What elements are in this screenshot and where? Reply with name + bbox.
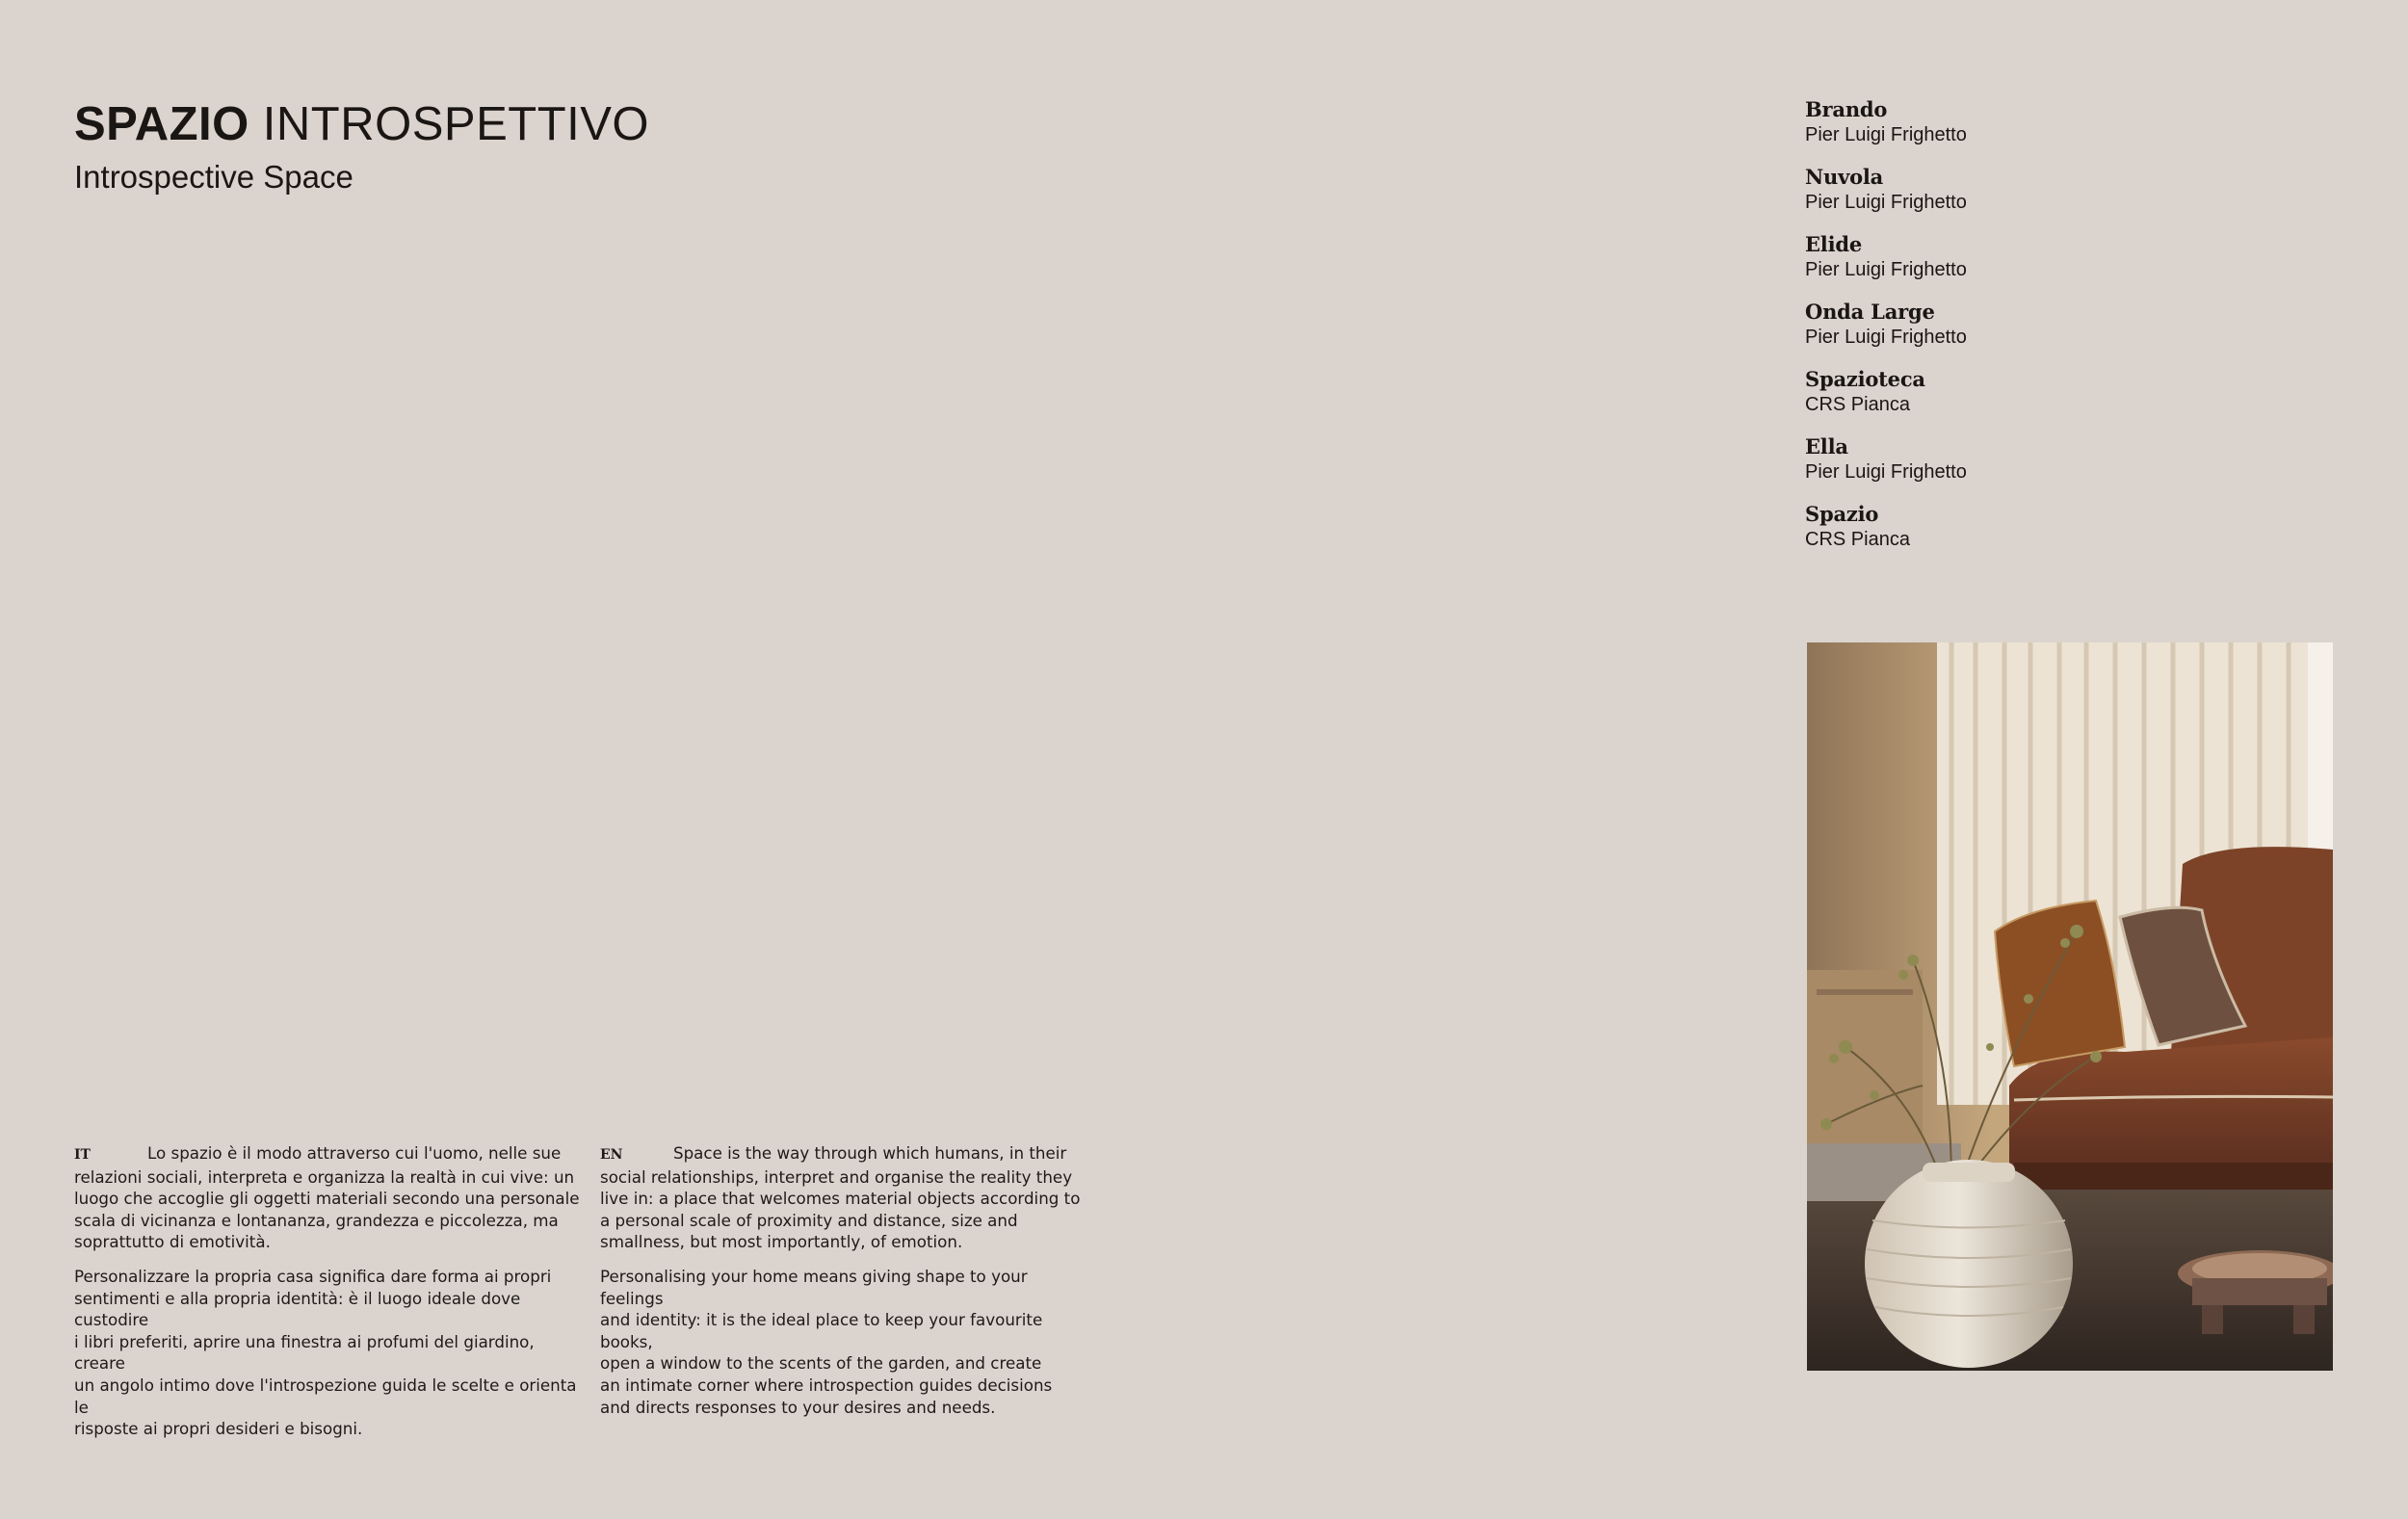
product-designer: CRS Pianca bbox=[1805, 529, 1910, 550]
product-designer: Pier Luigi Frighetto bbox=[1805, 124, 1967, 145]
interior-photo bbox=[1807, 642, 2333, 1371]
english-paragraph-2: Personalising your home means giving shape to your feelings and identity: it is the ideal place to keep your favourite books, open a window to the scents of the garden, and create an intimate corner where introspection guides decisions and directs responses to your desires and needs. bbox=[600, 1266, 1053, 1417]
product-name: Nuvola bbox=[1805, 165, 1884, 189]
product-name: Spazioteca bbox=[1805, 367, 1925, 391]
product-item bbox=[1805, 164, 2344, 231]
italian-paragraph-1 bbox=[74, 1142, 585, 1253]
english-paragraph-1-text: Space is the way through which humans, in their social relationships, interpret and organise the reality they live in: a place that welcomes material objects according to a personal scale of proximity and distance, size and smallness, but most importantly, of emotion. bbox=[600, 1143, 1081, 1252]
product-item bbox=[1805, 299, 2344, 366]
italian-paragraph-2: Personalizzare la propria casa significa dare forma ai propri sentimenti e alla propria identità: è il luogo ideale dove custodire i libri preferiti, aprire una finestra ai profumi del giardino, creare un angolo intimo dove l'introspezione guida le scelte e orienta le risposte ai propri desideri e bisogni. bbox=[74, 1266, 577, 1439]
italian-paragraph-1-text: Lo spazio è il modo attraverso cui l'uomo, nelle sue relazioni sociali, interpreta e organizza la realtà in cui vive: un luogo che accoglie gli oggetti materiali secondo una personale scala di vicinanza e lontananza, grandezza e piccolezza, ma soprattutto di emotività. bbox=[74, 1143, 580, 1252]
product-name: Brando bbox=[1805, 97, 1888, 121]
product-designer: Pier Luigi Frighetto bbox=[1805, 192, 1967, 213]
product-name: Onda Large bbox=[1805, 300, 1935, 324]
english-paragraph-1 bbox=[600, 1142, 1091, 1253]
product-designer: Pier Luigi Frighetto bbox=[1805, 259, 1967, 280]
language-label-en: EN bbox=[600, 1147, 623, 1163]
product-item bbox=[1805, 501, 2344, 568]
title-rest: INTROSPETTIVO bbox=[262, 98, 650, 150]
italian-text-column bbox=[74, 1142, 585, 1453]
product-name: Ella bbox=[1805, 434, 1848, 458]
product-name: Elide bbox=[1805, 232, 1863, 256]
page-subtitle: Introspective Space bbox=[74, 159, 353, 195]
product-designer: CRS Pianca bbox=[1805, 394, 1910, 415]
english-text-column bbox=[600, 1142, 1091, 1430]
language-label-it: IT bbox=[74, 1147, 91, 1163]
page-title bbox=[74, 96, 649, 152]
product-designer: Pier Luigi Frighetto bbox=[1805, 327, 1967, 348]
product-item bbox=[1805, 366, 2344, 433]
product-item bbox=[1805, 433, 2344, 501]
product-item bbox=[1805, 96, 2344, 164]
title-bold: SPAZIO bbox=[74, 98, 249, 150]
product-item bbox=[1805, 231, 2344, 299]
product-designer: Pier Luigi Frighetto bbox=[1805, 461, 1967, 483]
product-list bbox=[1805, 96, 2344, 568]
product-name: Spazio bbox=[1805, 502, 1879, 526]
